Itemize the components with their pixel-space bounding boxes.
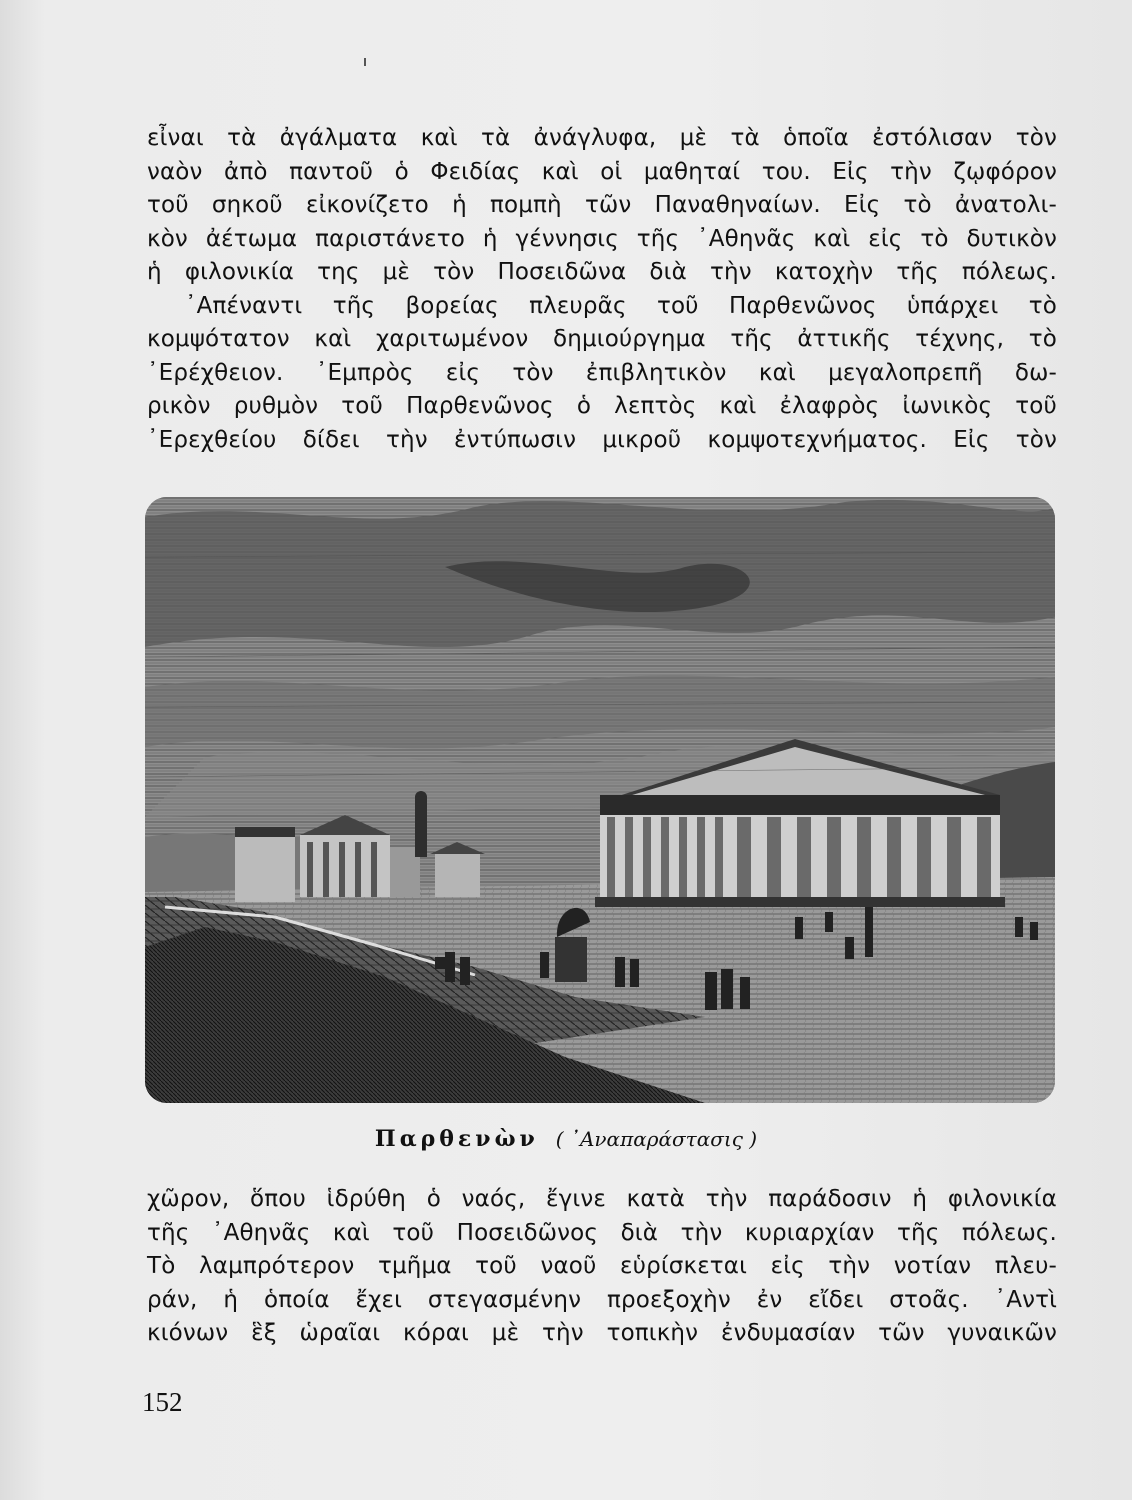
caption-subtitle: ( ᾿Αναπαράστασις ): [555, 1127, 758, 1151]
text-line: κὸν ἀέτωμα παριστάνετο ἡ γέννησις τῆς ᾿Αθηνᾶς καὶ εἰς τὸ δυτικὸν: [147, 225, 1057, 252]
paragraph-top: [147, 122, 1057, 457]
text-line: ράν, ἡ ὁποία ἔχει στεγασμένην προεξοχὴν ἐν εἴδει στοᾶς. ᾿Αντὶ: [147, 1286, 1057, 1313]
engraving-illustration: [145, 497, 1055, 1103]
text-line: κιόνων ἓξ ὡραῖαι κόραι μὲ τὴν τοπικὴν ἐνδυμασίαν τῶν γυναικῶν: [147, 1320, 1057, 1346]
text-line: ᾿Ερέχθειον. ᾿Εμπρὸς εἰς τὸν ἐπιβλητικὸν καὶ μεγαλοπρεπῆ δω-: [147, 359, 1057, 386]
text-line: ρικὸν ρυθμὸν τοῦ Παρθενῶνος ὁ λεπτὸς καὶ ἐλαφρὸς ἰωνικὸς τοῦ: [147, 393, 1057, 419]
athena-statue: [415, 797, 427, 857]
text-line: ᾿Απέναντι τῆς βορείας πλευρᾶς τοῦ Παρθενῶνος ὑπάρχει τὸ: [185, 292, 1057, 319]
text-line: Τὸ λαμπρότερον τμῆμα τοῦ ναοῦ εὑρίσκεται εἰς τὴν νοτίαν πλευ-: [147, 1253, 1057, 1279]
text-line: τῆς ᾿Αθηνᾶς καὶ τοῦ Ποσειδῶνος διὰ τὴν κυριαρχίαν τῆς πόλεως.: [147, 1219, 1057, 1246]
caption-title: Παρθενὼν: [374, 1126, 539, 1152]
text-line: ᾿Ερεχθείου δίδει τὴν ἐντύπωσιν μικροῦ κομψοτεχνήματος. Εἰς τὸν: [147, 426, 1057, 453]
scan-mark: [364, 58, 366, 66]
text-line: εἶναι τὰ ἀγάλματα καὶ τὰ ἀνάγλυφα, μὲ τὰ ὁποῖα ἐστόλισαν τὸν: [147, 125, 1057, 151]
text-line: χῶρον, ὅπου ἱδρύθη ὁ ναός, ἔγινε κατὰ τὴν παράδοσιν ἡ φιλονικία: [147, 1186, 1057, 1212]
parthenon-engraving: [145, 497, 1055, 1103]
paragraph-bottom: [147, 1183, 1057, 1351]
page-number: 152: [142, 1387, 183, 1417]
text-line: τοῦ σηκοῦ εἰκονίζετο ἡ πομπὴ τῶν Παναθηναίων. Εἰς τὸ ἀνατολι-: [147, 192, 1057, 218]
text-line: κομψότατον καὶ χαριτωμένον δημιούργημα τῆς ἀττικῆς τέχνης, τὸ: [147, 326, 1057, 352]
text-line: ἡ φιλονικία της μὲ τὸν Ποσειδῶνα διὰ τὴν κατοχὴν τῆς πόλεως.: [147, 259, 1057, 285]
text-line: ναὸν ἀπὸ παντοῦ ὁ Φειδίας καὶ οἱ μαθηταί του. Εἰς τὴν ζῳφόρον: [147, 158, 1057, 185]
figure-caption: [0, 1126, 1132, 1152]
